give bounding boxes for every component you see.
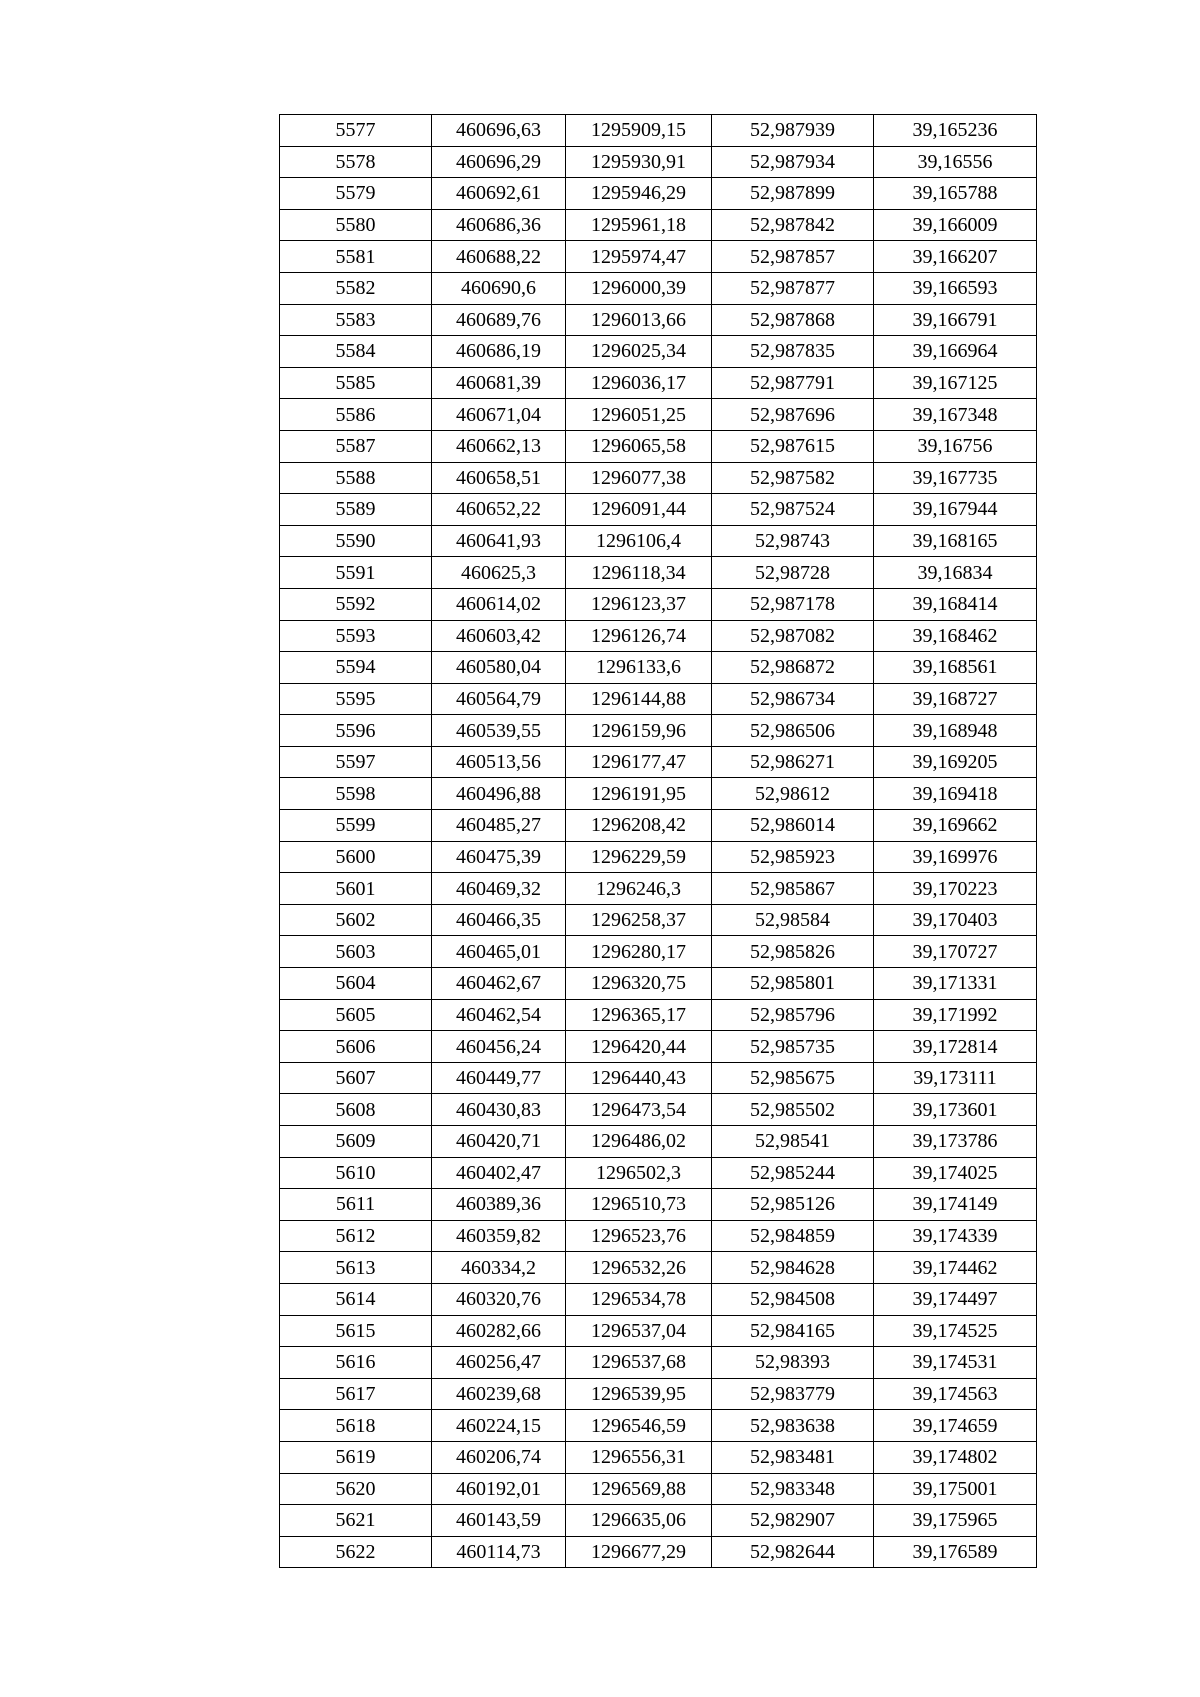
longitude-cell: 39,170727 — [874, 936, 1037, 968]
point-number-cell: 5620 — [280, 1473, 432, 1505]
coordinates-table-body — [280, 115, 1037, 1568]
longitude-cell: 39,174149 — [874, 1189, 1037, 1221]
y-coordinate-cell: 1295909,15 — [566, 115, 712, 147]
longitude-cell: 39,167944 — [874, 494, 1037, 526]
y-coordinate-cell: 1296000,39 — [566, 272, 712, 304]
x-coordinate-cell: 460539,55 — [432, 715, 566, 747]
latitude-cell: 52,984508 — [712, 1283, 874, 1315]
table-row — [280, 1378, 1037, 1410]
point-number-cell: 5614 — [280, 1283, 432, 1315]
x-coordinate-cell: 460475,39 — [432, 841, 566, 873]
longitude-cell: 39,174339 — [874, 1220, 1037, 1252]
latitude-cell: 52,985867 — [712, 873, 874, 905]
longitude-cell: 39,168561 — [874, 652, 1037, 684]
y-coordinate-cell: 1296320,75 — [566, 968, 712, 1000]
table-row — [280, 1220, 1037, 1252]
table-row — [280, 1157, 1037, 1189]
y-coordinate-cell: 1296106,4 — [566, 525, 712, 557]
x-coordinate-cell: 460462,54 — [432, 999, 566, 1031]
longitude-cell: 39,174525 — [874, 1315, 1037, 1347]
latitude-cell: 52,987939 — [712, 115, 874, 147]
x-coordinate-cell: 460465,01 — [432, 936, 566, 968]
latitude-cell: 52,987934 — [712, 146, 874, 178]
y-coordinate-cell: 1296532,26 — [566, 1252, 712, 1284]
point-number-cell: 5618 — [280, 1410, 432, 1442]
table-row — [280, 209, 1037, 241]
y-coordinate-cell: 1296534,78 — [566, 1283, 712, 1315]
y-coordinate-cell: 1296502,3 — [566, 1157, 712, 1189]
table-row — [280, 336, 1037, 368]
table-row — [280, 1062, 1037, 1094]
x-coordinate-cell: 460513,56 — [432, 746, 566, 778]
latitude-cell: 52,987868 — [712, 304, 874, 336]
latitude-cell: 52,987582 — [712, 462, 874, 494]
y-coordinate-cell: 1296635,06 — [566, 1505, 712, 1537]
y-coordinate-cell: 1296177,47 — [566, 746, 712, 778]
y-coordinate-cell: 1296677,29 — [566, 1536, 712, 1568]
table-row — [280, 620, 1037, 652]
latitude-cell: 52,982644 — [712, 1536, 874, 1568]
latitude-cell: 52,985735 — [712, 1031, 874, 1063]
x-coordinate-cell: 460696,29 — [432, 146, 566, 178]
table-row — [280, 272, 1037, 304]
longitude-cell: 39,16556 — [874, 146, 1037, 178]
latitude-cell: 52,98743 — [712, 525, 874, 557]
point-number-cell: 5615 — [280, 1315, 432, 1347]
table-row — [280, 1094, 1037, 1126]
y-coordinate-cell: 1296123,37 — [566, 588, 712, 620]
table-row — [280, 1126, 1037, 1158]
latitude-cell: 52,986734 — [712, 683, 874, 715]
table-row — [280, 1410, 1037, 1442]
latitude-cell: 52,987524 — [712, 494, 874, 526]
point-number-cell: 5592 — [280, 588, 432, 620]
x-coordinate-cell: 460469,32 — [432, 873, 566, 905]
y-coordinate-cell: 1296159,96 — [566, 715, 712, 747]
y-coordinate-cell: 1296523,76 — [566, 1220, 712, 1252]
longitude-cell: 39,169662 — [874, 810, 1037, 842]
y-coordinate-cell: 1296280,17 — [566, 936, 712, 968]
point-number-cell: 5617 — [280, 1378, 432, 1410]
x-coordinate-cell: 460420,71 — [432, 1126, 566, 1158]
latitude-cell: 52,984859 — [712, 1220, 874, 1252]
longitude-cell: 39,176589 — [874, 1536, 1037, 1568]
point-number-cell: 5591 — [280, 557, 432, 589]
longitude-cell: 39,166009 — [874, 209, 1037, 241]
table-row — [280, 367, 1037, 399]
y-coordinate-cell: 1296133,6 — [566, 652, 712, 684]
latitude-cell: 52,987082 — [712, 620, 874, 652]
latitude-cell: 52,985826 — [712, 936, 874, 968]
table-row — [280, 588, 1037, 620]
latitude-cell: 52,986014 — [712, 810, 874, 842]
table-row — [280, 936, 1037, 968]
point-number-cell: 5589 — [280, 494, 432, 526]
point-number-cell: 5587 — [280, 430, 432, 462]
table-row — [280, 904, 1037, 936]
point-number-cell: 5595 — [280, 683, 432, 715]
point-number-cell: 5579 — [280, 178, 432, 210]
x-coordinate-cell: 460692,61 — [432, 178, 566, 210]
x-coordinate-cell: 460580,04 — [432, 652, 566, 684]
longitude-cell: 39,16834 — [874, 557, 1037, 589]
longitude-cell: 39,165236 — [874, 115, 1037, 147]
y-coordinate-cell: 1296473,54 — [566, 1094, 712, 1126]
x-coordinate-cell: 460320,76 — [432, 1283, 566, 1315]
y-coordinate-cell: 1296191,95 — [566, 778, 712, 810]
y-coordinate-cell: 1296440,43 — [566, 1062, 712, 1094]
y-coordinate-cell: 1296065,58 — [566, 430, 712, 462]
point-number-cell: 5598 — [280, 778, 432, 810]
point-number-cell: 5597 — [280, 746, 432, 778]
latitude-cell: 52,986506 — [712, 715, 874, 747]
table-row — [280, 1283, 1037, 1315]
x-coordinate-cell: 460671,04 — [432, 399, 566, 431]
latitude-cell: 52,987791 — [712, 367, 874, 399]
point-number-cell: 5607 — [280, 1062, 432, 1094]
x-coordinate-cell: 460688,22 — [432, 241, 566, 273]
longitude-cell: 39,172814 — [874, 1031, 1037, 1063]
x-coordinate-cell: 460224,15 — [432, 1410, 566, 1442]
y-coordinate-cell: 1296510,73 — [566, 1189, 712, 1221]
point-number-cell: 5619 — [280, 1441, 432, 1473]
x-coordinate-cell: 460143,59 — [432, 1505, 566, 1537]
x-coordinate-cell: 460456,24 — [432, 1031, 566, 1063]
latitude-cell: 52,983638 — [712, 1410, 874, 1442]
latitude-cell: 52,987696 — [712, 399, 874, 431]
point-number-cell: 5599 — [280, 810, 432, 842]
y-coordinate-cell: 1296091,44 — [566, 494, 712, 526]
x-coordinate-cell: 460389,36 — [432, 1189, 566, 1221]
table-row — [280, 1505, 1037, 1537]
point-number-cell: 5586 — [280, 399, 432, 431]
longitude-cell: 39,167348 — [874, 399, 1037, 431]
latitude-cell: 52,982907 — [712, 1505, 874, 1537]
latitude-cell: 52,983779 — [712, 1378, 874, 1410]
table-row — [280, 146, 1037, 178]
point-number-cell: 5578 — [280, 146, 432, 178]
y-coordinate-cell: 1295961,18 — [566, 209, 712, 241]
longitude-cell: 39,166964 — [874, 336, 1037, 368]
point-number-cell: 5621 — [280, 1505, 432, 1537]
table-row — [280, 1441, 1037, 1473]
latitude-cell: 52,985675 — [712, 1062, 874, 1094]
longitude-cell: 39,168727 — [874, 683, 1037, 715]
longitude-cell: 39,174497 — [874, 1283, 1037, 1315]
y-coordinate-cell: 1295974,47 — [566, 241, 712, 273]
latitude-cell: 52,987857 — [712, 241, 874, 273]
longitude-cell: 39,167735 — [874, 462, 1037, 494]
x-coordinate-cell: 460686,19 — [432, 336, 566, 368]
longitude-cell: 39,169976 — [874, 841, 1037, 873]
point-number-cell: 5613 — [280, 1252, 432, 1284]
latitude-cell: 52,985244 — [712, 1157, 874, 1189]
latitude-cell: 52,985923 — [712, 841, 874, 873]
table-row — [280, 399, 1037, 431]
x-coordinate-cell: 460564,79 — [432, 683, 566, 715]
table-row — [280, 1031, 1037, 1063]
y-coordinate-cell: 1296077,38 — [566, 462, 712, 494]
y-coordinate-cell: 1296258,37 — [566, 904, 712, 936]
y-coordinate-cell: 1296546,59 — [566, 1410, 712, 1442]
latitude-cell: 52,984628 — [712, 1252, 874, 1284]
table-row — [280, 241, 1037, 273]
y-coordinate-cell: 1296539,95 — [566, 1378, 712, 1410]
longitude-cell: 39,170223 — [874, 873, 1037, 905]
table-row — [280, 1189, 1037, 1221]
x-coordinate-cell: 460662,13 — [432, 430, 566, 462]
point-number-cell: 5581 — [280, 241, 432, 273]
latitude-cell: 52,98584 — [712, 904, 874, 936]
table-row — [280, 778, 1037, 810]
longitude-cell: 39,174531 — [874, 1347, 1037, 1379]
x-coordinate-cell: 460696,63 — [432, 115, 566, 147]
x-coordinate-cell: 460466,35 — [432, 904, 566, 936]
y-coordinate-cell: 1296246,3 — [566, 873, 712, 905]
x-coordinate-cell: 460603,42 — [432, 620, 566, 652]
latitude-cell: 52,98541 — [712, 1126, 874, 1158]
table-row — [280, 746, 1037, 778]
point-number-cell: 5584 — [280, 336, 432, 368]
latitude-cell: 52,985796 — [712, 999, 874, 1031]
longitude-cell: 39,174462 — [874, 1252, 1037, 1284]
point-number-cell: 5596 — [280, 715, 432, 747]
point-number-cell: 5594 — [280, 652, 432, 684]
y-coordinate-cell: 1296486,02 — [566, 1126, 712, 1158]
x-coordinate-cell: 460449,77 — [432, 1062, 566, 1094]
table-row — [280, 525, 1037, 557]
latitude-cell: 52,983481 — [712, 1441, 874, 1473]
table-row — [280, 715, 1037, 747]
x-coordinate-cell: 460690,6 — [432, 272, 566, 304]
point-number-cell: 5588 — [280, 462, 432, 494]
latitude-cell: 52,987615 — [712, 430, 874, 462]
y-coordinate-cell: 1296025,34 — [566, 336, 712, 368]
table-row — [280, 1315, 1037, 1347]
longitude-cell: 39,167125 — [874, 367, 1037, 399]
point-number-cell: 5582 — [280, 272, 432, 304]
latitude-cell: 52,987877 — [712, 272, 874, 304]
table-row — [280, 1536, 1037, 1568]
table-row — [280, 494, 1037, 526]
longitude-cell: 39,174802 — [874, 1441, 1037, 1473]
x-coordinate-cell: 460402,47 — [432, 1157, 566, 1189]
latitude-cell: 52,98612 — [712, 778, 874, 810]
longitude-cell: 39,173786 — [874, 1126, 1037, 1158]
x-coordinate-cell: 460625,3 — [432, 557, 566, 589]
x-coordinate-cell: 460614,02 — [432, 588, 566, 620]
latitude-cell: 52,98728 — [712, 557, 874, 589]
point-number-cell: 5608 — [280, 1094, 432, 1126]
point-number-cell: 5604 — [280, 968, 432, 1000]
latitude-cell: 52,986872 — [712, 652, 874, 684]
y-coordinate-cell: 1296013,66 — [566, 304, 712, 336]
x-coordinate-cell: 460641,93 — [432, 525, 566, 557]
point-number-cell: 5583 — [280, 304, 432, 336]
longitude-cell: 39,168462 — [874, 620, 1037, 652]
longitude-cell: 39,174563 — [874, 1378, 1037, 1410]
point-number-cell: 5601 — [280, 873, 432, 905]
point-number-cell: 5611 — [280, 1189, 432, 1221]
coordinates-table — [279, 114, 1037, 1568]
point-number-cell: 5605 — [280, 999, 432, 1031]
longitude-cell: 39,173111 — [874, 1062, 1037, 1094]
longitude-cell: 39,168165 — [874, 525, 1037, 557]
latitude-cell: 52,984165 — [712, 1315, 874, 1347]
point-number-cell: 5585 — [280, 367, 432, 399]
y-coordinate-cell: 1295946,29 — [566, 178, 712, 210]
point-number-cell: 5609 — [280, 1126, 432, 1158]
longitude-cell: 39,165788 — [874, 178, 1037, 210]
longitude-cell: 39,166593 — [874, 272, 1037, 304]
x-coordinate-cell: 460681,39 — [432, 367, 566, 399]
x-coordinate-cell: 460192,01 — [432, 1473, 566, 1505]
table-row — [280, 968, 1037, 1000]
y-coordinate-cell: 1296365,17 — [566, 999, 712, 1031]
table-row — [280, 999, 1037, 1031]
table-row — [280, 304, 1037, 336]
longitude-cell: 39,171331 — [874, 968, 1037, 1000]
table-row — [280, 462, 1037, 494]
table-row — [280, 1473, 1037, 1505]
point-number-cell: 5577 — [280, 115, 432, 147]
y-coordinate-cell: 1296051,25 — [566, 399, 712, 431]
y-coordinate-cell: 1296420,44 — [566, 1031, 712, 1063]
table-row — [280, 557, 1037, 589]
longitude-cell: 39,168948 — [874, 715, 1037, 747]
longitude-cell: 39,168414 — [874, 588, 1037, 620]
point-number-cell: 5580 — [280, 209, 432, 241]
table-row — [280, 652, 1037, 684]
latitude-cell: 52,986271 — [712, 746, 874, 778]
point-number-cell: 5610 — [280, 1157, 432, 1189]
point-number-cell: 5600 — [280, 841, 432, 873]
point-number-cell: 5612 — [280, 1220, 432, 1252]
y-coordinate-cell: 1296229,59 — [566, 841, 712, 873]
y-coordinate-cell: 1296569,88 — [566, 1473, 712, 1505]
latitude-cell: 52,987899 — [712, 178, 874, 210]
latitude-cell: 52,985126 — [712, 1189, 874, 1221]
latitude-cell: 52,987842 — [712, 209, 874, 241]
longitude-cell: 39,166791 — [874, 304, 1037, 336]
table-row — [280, 430, 1037, 462]
table-row — [280, 810, 1037, 842]
point-number-cell: 5616 — [280, 1347, 432, 1379]
x-coordinate-cell: 460359,82 — [432, 1220, 566, 1252]
point-number-cell: 5603 — [280, 936, 432, 968]
point-number-cell: 5590 — [280, 525, 432, 557]
x-coordinate-cell: 460686,36 — [432, 209, 566, 241]
longitude-cell: 39,170403 — [874, 904, 1037, 936]
table-row — [280, 178, 1037, 210]
table-row — [280, 115, 1037, 147]
longitude-cell: 39,175965 — [874, 1505, 1037, 1537]
table-row — [280, 683, 1037, 715]
longitude-cell: 39,166207 — [874, 241, 1037, 273]
x-coordinate-cell: 460334,2 — [432, 1252, 566, 1284]
y-coordinate-cell: 1296537,04 — [566, 1315, 712, 1347]
y-coordinate-cell: 1296556,31 — [566, 1441, 712, 1473]
x-coordinate-cell: 460658,51 — [432, 462, 566, 494]
x-coordinate-cell: 460430,83 — [432, 1094, 566, 1126]
latitude-cell: 52,985502 — [712, 1094, 874, 1126]
x-coordinate-cell: 460239,68 — [432, 1378, 566, 1410]
latitude-cell: 52,985801 — [712, 968, 874, 1000]
longitude-cell: 39,171992 — [874, 999, 1037, 1031]
x-coordinate-cell: 460282,66 — [432, 1315, 566, 1347]
x-coordinate-cell: 460256,47 — [432, 1347, 566, 1379]
point-number-cell: 5593 — [280, 620, 432, 652]
x-coordinate-cell: 460689,76 — [432, 304, 566, 336]
table-row — [280, 873, 1037, 905]
longitude-cell: 39,169205 — [874, 746, 1037, 778]
table-row — [280, 1252, 1037, 1284]
table-row — [280, 1347, 1037, 1379]
y-coordinate-cell: 1296208,42 — [566, 810, 712, 842]
x-coordinate-cell: 460496,88 — [432, 778, 566, 810]
y-coordinate-cell: 1296144,88 — [566, 683, 712, 715]
y-coordinate-cell: 1296118,34 — [566, 557, 712, 589]
y-coordinate-cell: 1296537,68 — [566, 1347, 712, 1379]
x-coordinate-cell: 460652,22 — [432, 494, 566, 526]
y-coordinate-cell: 1296036,17 — [566, 367, 712, 399]
latitude-cell: 52,983348 — [712, 1473, 874, 1505]
point-number-cell: 5622 — [280, 1536, 432, 1568]
longitude-cell: 39,173601 — [874, 1094, 1037, 1126]
y-coordinate-cell: 1295930,91 — [566, 146, 712, 178]
longitude-cell: 39,174025 — [874, 1157, 1037, 1189]
latitude-cell: 52,987835 — [712, 336, 874, 368]
point-number-cell: 5606 — [280, 1031, 432, 1063]
longitude-cell: 39,16756 — [874, 430, 1037, 462]
point-number-cell: 5602 — [280, 904, 432, 936]
longitude-cell: 39,174659 — [874, 1410, 1037, 1442]
y-coordinate-cell: 1296126,74 — [566, 620, 712, 652]
x-coordinate-cell: 460206,74 — [432, 1441, 566, 1473]
x-coordinate-cell: 460485,27 — [432, 810, 566, 842]
latitude-cell: 52,987178 — [712, 588, 874, 620]
latitude-cell: 52,98393 — [712, 1347, 874, 1379]
x-coordinate-cell: 460462,67 — [432, 968, 566, 1000]
longitude-cell: 39,169418 — [874, 778, 1037, 810]
x-coordinate-cell: 460114,73 — [432, 1536, 566, 1568]
table-row — [280, 841, 1037, 873]
longitude-cell: 39,175001 — [874, 1473, 1037, 1505]
